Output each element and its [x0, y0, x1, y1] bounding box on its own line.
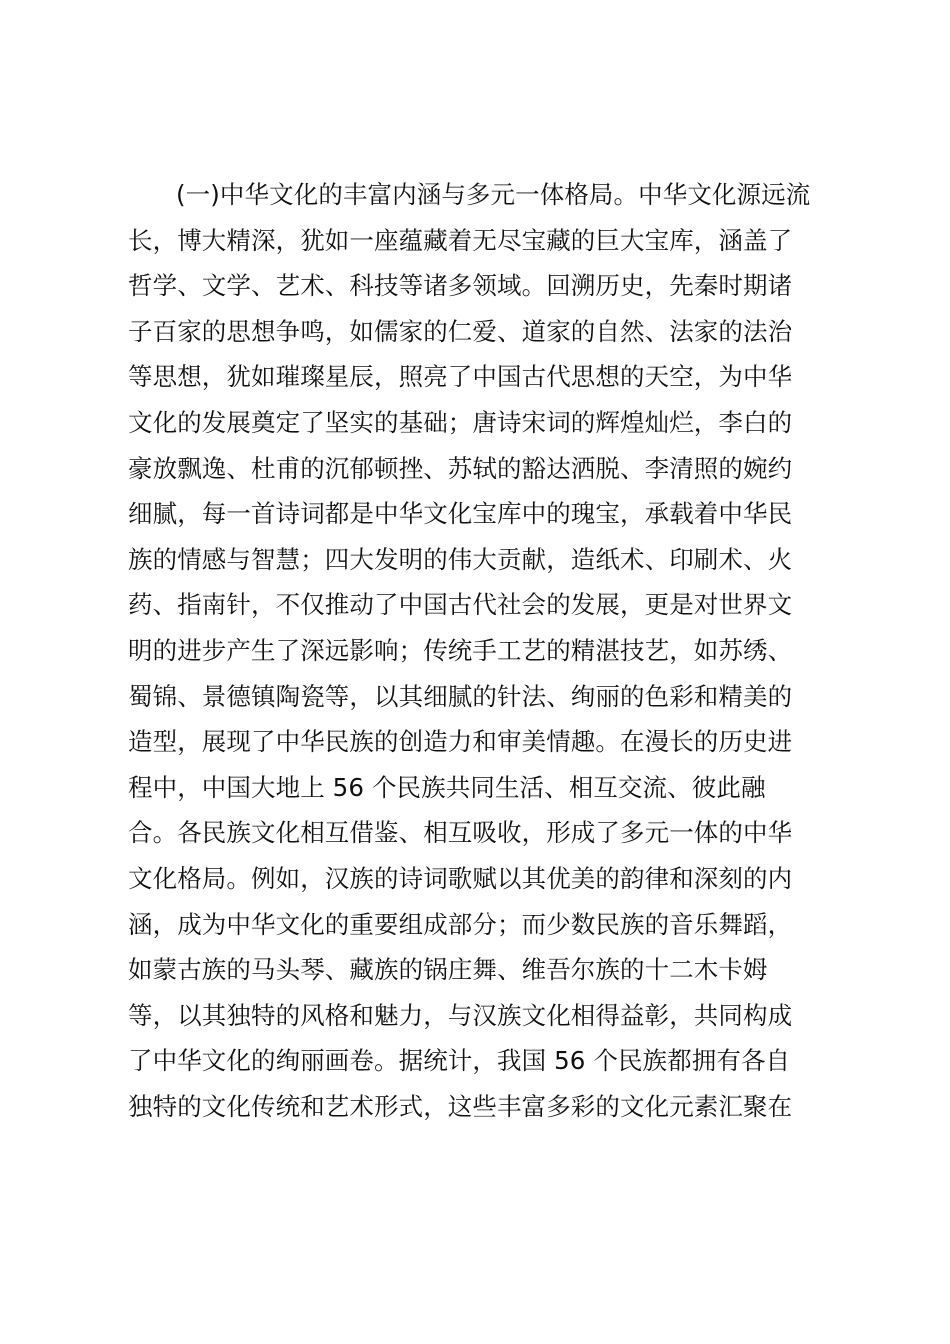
- paragraph-line: 细腻，每一首诗词都是中华文化宝库中的瑰宝，承载着中华民: [128, 499, 793, 529]
- paragraph-line: 造型，展现了中华民族的创造力和审美情趣。在漫长的历史进: [128, 727, 793, 757]
- paragraph-line: (一)中华文化的丰富内涵与多元一体格局。中华文化源远流: [176, 180, 811, 209]
- paragraph-line: 子百家的思想争鸣，如儒家的仁爱、道家的自然、法家的法治: [128, 316, 793, 346]
- paragraph-line: 族的情感与智慧；四大发明的伟大贡献，造纸术、印刷术、火: [128, 544, 793, 574]
- paragraph-line: 涵，成为中华文化的重要组成部分；而少数民族的音乐舞蹈，: [128, 909, 793, 939]
- paragraph-line: 合。各民族文化相互借鉴、相互吸收，形成了多元一体的中华: [128, 818, 793, 848]
- paragraph-line: 哲学、文学、艺术、科技等诸多领域。回溯历史，先秦时期诸: [128, 271, 793, 301]
- paragraph-line: 文化格局。例如，汉族的诗词歌赋以其优美的韵律和深刻的内: [128, 863, 793, 893]
- body-paragraph: [128, 172, 828, 1129]
- paragraph-line: 长，博大精深，犹如一座蕴藏着无尽宝藏的巨大宝库，涵盖了: [128, 225, 793, 255]
- paragraph-line: 了中华文化的绚丽画卷。据统计，我国 56 个民族都拥有各自: [128, 1046, 791, 1076]
- paragraph-line: 等，以其独特的风格和魅力，与汉族文化相得益彰，共同构成: [128, 1000, 793, 1030]
- paragraph-line: 独特的文化传统和艺术形式，这些丰富多彩的文化元素汇聚在: [128, 1091, 793, 1121]
- paragraph-line: 文化的发展奠定了坚实的基础；唐诗宋词的辉煌灿烂，李白的: [128, 407, 793, 437]
- paragraph-line: 蜀锦、景德镇陶瓷等，以其细腻的针法、绚丽的色彩和精美的: [128, 681, 793, 711]
- paragraph-line: 程中，中国大地上 56 个民族共同生活、相互交流、彼此融: [128, 772, 766, 802]
- paragraph-line: 药、指南针，不仅推动了中国古代社会的发展，更是对世界文: [128, 590, 793, 620]
- paragraph-line: 豪放飘逸、杜甫的沉郁顿挫、苏轼的豁达洒脱、李清照的婉约: [128, 453, 793, 483]
- paragraph-line: 等思想，犹如璀璨星辰，照亮了中国古代思想的天空，为中华: [128, 362, 793, 392]
- paragraph-line: 明的进步产生了深远影响；传统手工艺的精湛技艺，如苏绣、: [128, 635, 793, 665]
- paragraph-line: 如蒙古族的马头琴、藏族的锅庄舞、维吾尔族的十二木卡姆: [128, 955, 768, 985]
